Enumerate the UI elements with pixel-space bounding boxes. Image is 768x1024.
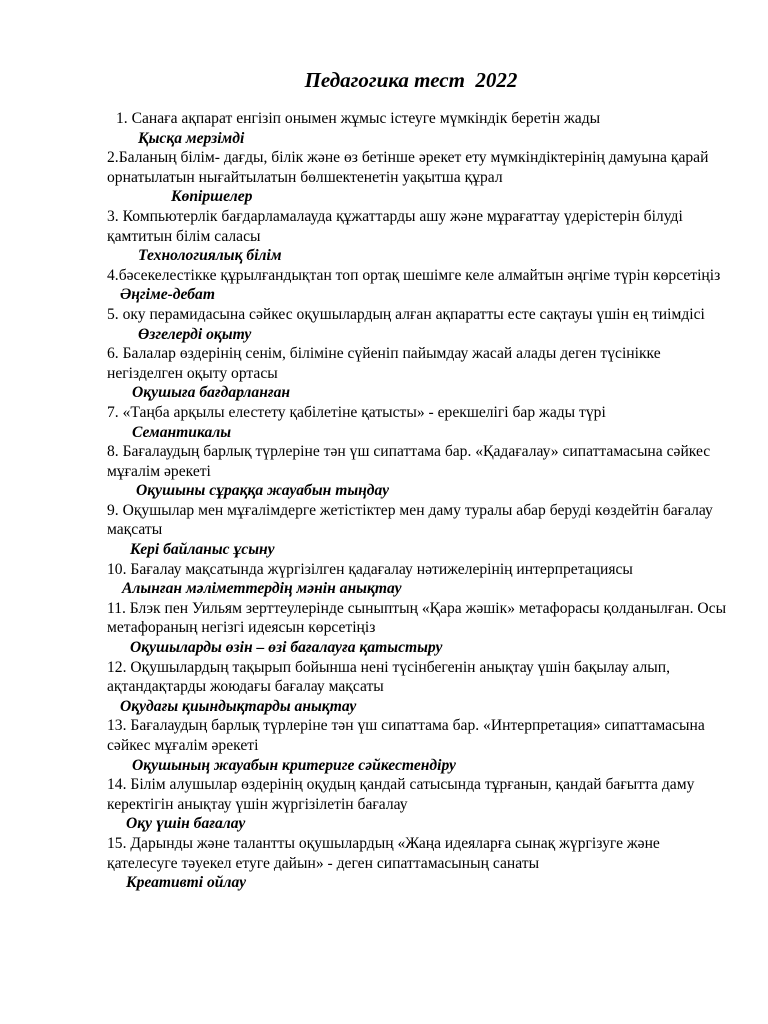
question-3: 3. Компьютерлік бағдарламалауда құжаттарды ашу және мұрағаттау үдерістерін білуді қамтитын білім саласы [107, 207, 683, 245]
answer-15: Креативті ойлау [126, 874, 246, 892]
question-10: 10. Бағалау мақсатында жүргізілген қадағалау нәтижелерінің интерпретациясы [107, 560, 633, 578]
answer-13: Оқушының жауабын критериге сәйкестендіру [132, 756, 456, 774]
question-15: 15. Дарынды және талантты оқушылардың «Жаңа идеяларға сынақ жүргізуге және қателесуге тәуекел етуге дайын» - деген сипаттамасының санаты [107, 834, 660, 872]
answer-2: Көпіршелер [171, 188, 253, 206]
question-7: 7. «Таңба арқылы елестету қабілетіне қатысты» - ерекшелігі бар жады түрі [107, 403, 606, 421]
question-13: 13. Бағалаудың барлық түрлеріне тән үш сипаттама бар. «Интерпретация» сипаттамасына сәйкес мұғалім әрекеті [107, 717, 705, 754]
question-4: 4.бәсекелестікке құрылғандықтан топ ортақ шешімге келе алмайтын әңгіме түрін көрсетіңіз [107, 266, 721, 284]
answer-1: Қысқа мерзімді [138, 129, 245, 147]
test-items [107, 109, 730, 893]
question-12: 12. Оқушылардың тақырып бойынша нені түсінбегенін анықтау үшін бақылау алып, ақтандақтарды жоюдағы бағалау мақсаты [107, 658, 671, 696]
answer-12: Оқудағы қиындықтарды анықтау [120, 697, 357, 715]
answer-8: Оқушыны сұраққа жауабын тыңдау [136, 482, 390, 500]
question-2: 2.Баланың білім- дағды, білік және өз бетінше әрекет ету мүмкіндіктерінің дамуына қарай орнатылатын нығайтылатын бөлшектенетін уақытша құрал [107, 149, 709, 186]
answer-11: Оқушыларды өзін – өзі бағалауға қатыстыру [130, 639, 443, 657]
page-title: Педагогика тест 2022 [304, 68, 518, 92]
question-6: 6. Балалар өздерінің сенім, біліміне сүйеніп пайымдау жасай алады деген түсінікке негізделген оқыту ортасы [107, 345, 661, 382]
question-5: 5. оку перамидасына сәйкес оқушылардың алған ақпаратты есте сақтауы үшін ең тиімдісі [107, 305, 705, 323]
answer-4: Әңгіме-дебат [120, 286, 215, 304]
answer-7: Семантикалы [132, 423, 232, 441]
question-1: 1. Санаға ақпарат енгізіп онымен жұмыс істеуге мүмкіндік беретін жады [116, 110, 601, 127]
answer-9: Кері байланыс ұсыну [130, 541, 275, 559]
question-9: 9. Оқушылар мен мұғалімдерге жетістіктер мен даму туралы абар беруді көздейтін бағалау мақсаты [107, 501, 713, 539]
question-14: 14. Білім алушылар өздерінің оқудың қандай сатысында тұрғанын, қандай бағытта даму керектігін анықтау үшін жүргізілетін бағалау [107, 776, 695, 813]
question-8: 8. Бағалаудың барлық түрлеріне тән үш сипаттама бар. «Қадағалау» сипаттамасына сәйкес мұғалім әрекеті [107, 443, 711, 480]
answer-5: Өзгелерді оқыту [138, 325, 252, 343]
answer-6: Оқушыға бағдарланған [132, 384, 291, 402]
question-11: 11. Блэк пен Уильям зерттеулерінде сыныптың «Қара жәшік» метафорасы қолданылған. Осы метафораның негізгі идеясын көрсетіңіз [107, 599, 727, 637]
answer-14: Оқу үшін бағалау [126, 815, 246, 833]
answer-3: Технологиялық білім [138, 247, 282, 265]
answer-10: Алынған мәліметтердің мәнін анықтау [122, 580, 402, 598]
